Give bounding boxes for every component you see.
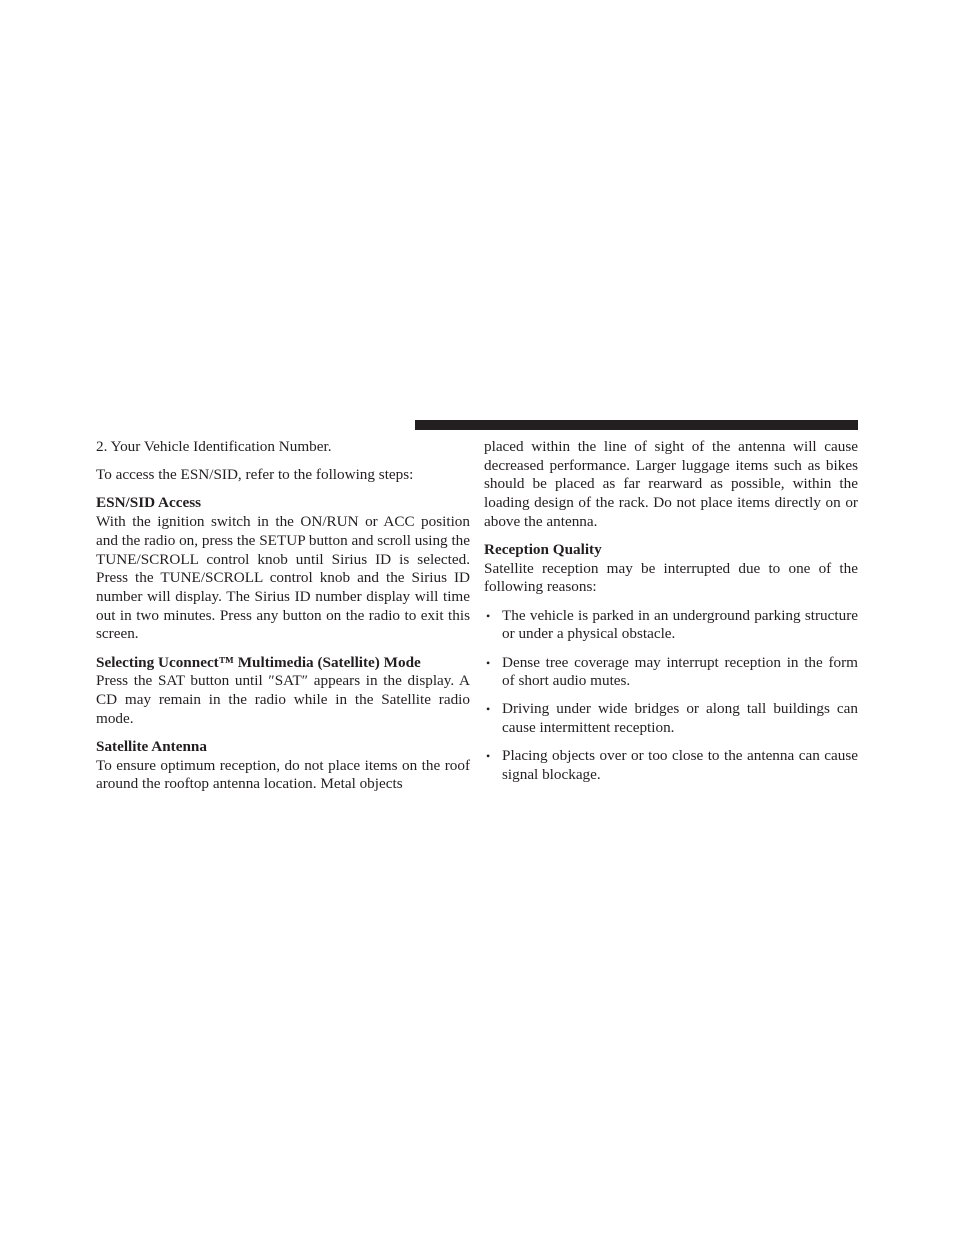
esn-sid-access-heading: ESN/SID Access xyxy=(96,494,202,512)
list-item-text: Placing objects over or too close to the antenna can cause signal blockage. xyxy=(502,747,858,784)
list-item xyxy=(484,607,858,644)
bullet-icon: • xyxy=(486,749,491,764)
bullet-icon: • xyxy=(486,608,491,623)
intro-paragraph: To access the ESN/SID, refer to the following steps: xyxy=(96,466,414,484)
satellite-mode-paragraph: Press the SAT button until ″SAT″ appears in the display. A CD may remain in the radio while in the Satellite radio mode. xyxy=(96,672,470,727)
list-item-text: Dense tree coverage may interrupt reception in the form of short audio mutes. xyxy=(502,653,858,690)
esn-sid-access-paragraph: With the ignition switch in the ON/RUN or ACC position and the radio on, press the SETUP button and scroll using the TUNE/SCROLL control knob until Sirius ID is selected. Press the TUNE/SCROLL control knob and the Sirius ID number will display. The Sirius ID number display will time out in two minutes. Press any button on the radio to exit this screen. xyxy=(96,513,471,643)
list-item xyxy=(484,747,858,784)
right-column xyxy=(484,438,858,794)
reception-quality-paragraph: Satellite reception may be interrupted due to one of the following reasons: xyxy=(484,559,858,596)
list-item-vin: 2. Your Vehicle Identification Number. xyxy=(96,438,332,455)
list-item xyxy=(484,700,858,737)
bullet-icon: • xyxy=(486,655,491,670)
section-header-bar xyxy=(415,420,858,430)
reception-reasons-list xyxy=(484,607,858,785)
bullet-icon: • xyxy=(486,702,491,717)
satellite-mode-heading: Selecting Uconnect™ Multimedia (Satellite) Mode xyxy=(96,653,421,671)
list-item-text: Driving under wide bridges or along tall buildings can cause intermittent reception. xyxy=(502,700,858,737)
satellite-antenna-heading: Satellite Antenna xyxy=(96,737,207,755)
list-item-text: The vehicle is parked in an underground parking structure or under a physical obstacle. xyxy=(502,606,858,643)
left-column xyxy=(96,438,470,794)
reception-quality-heading: Reception Quality xyxy=(484,541,602,559)
satellite-antenna-paragraph: To ensure optimum reception, do not place items on the roof around the rooftop antenna location. Metal objects xyxy=(96,756,470,793)
list-item xyxy=(484,654,858,691)
satellite-antenna-paragraph-continued: placed within the line of sight of the antenna will cause decreased performance. Larger luggage items such as bikes should be placed as far rearward as possible, within the loading design of the rack. Do not place items directly on or above the antenna. xyxy=(484,438,858,530)
